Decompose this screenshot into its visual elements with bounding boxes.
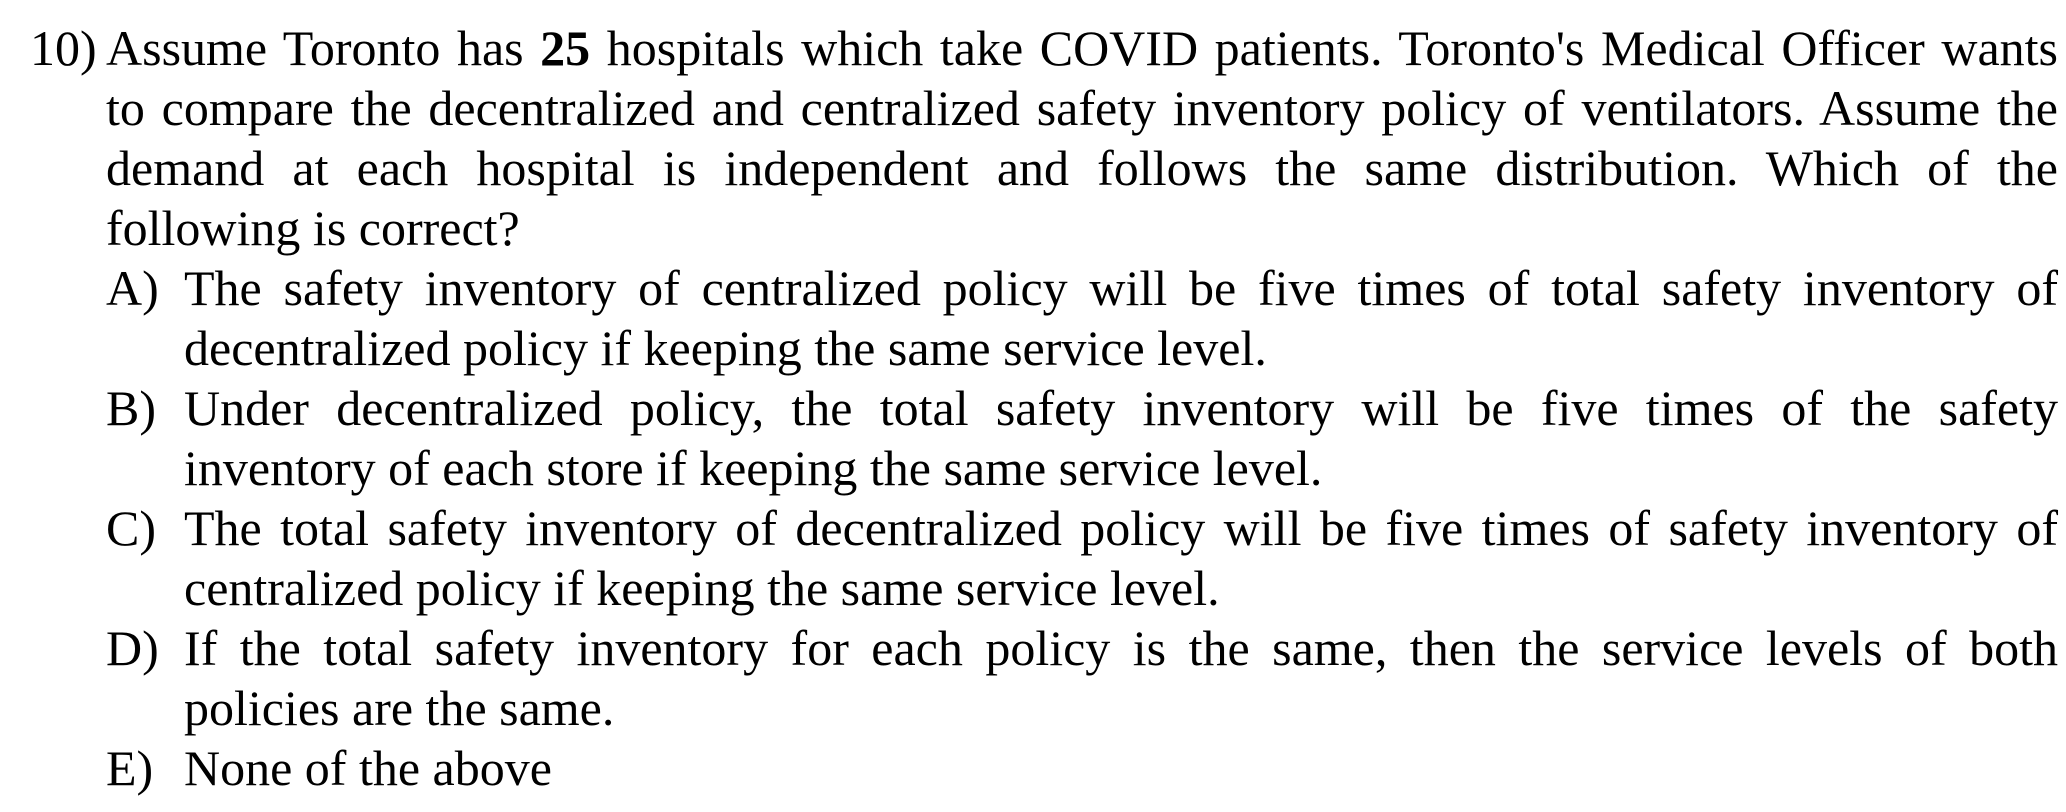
option-a-text: The safety inventory of centralized policy will be five times of total safety inventory of decentralized policy if keeping the same service level. <box>184 260 2058 376</box>
question-number: 10) <box>30 20 97 76</box>
hospital-count: 25 <box>540 20 591 76</box>
option-c-letter: C) <box>106 500 156 556</box>
question-text-part-1: Assume Toronto has <box>106 20 541 76</box>
answer-options <box>30 258 2058 798</box>
option-e-letter: E) <box>106 740 154 796</box>
option-b-letter: B) <box>106 380 156 436</box>
option-d-text: If the total safety inventory for each policy is the same, then the service levels of both policies are the same. <box>184 620 2058 736</box>
option-b-text: Under decentralized policy, the total safety inventory will be five times of the safety inventory of each store if keeping the same service level. <box>184 380 2058 496</box>
option-d-letter: D) <box>106 620 159 676</box>
option-e <box>30 738 2058 798</box>
option-b <box>30 378 2058 498</box>
question-block <box>30 18 2058 798</box>
option-a <box>30 258 2058 378</box>
option-a-letter: A) <box>106 260 159 316</box>
option-d <box>30 618 2058 738</box>
option-c-text: The total safety inventory of decentralized policy will be five times of safety inventory of centralized policy if keeping the same service level. <box>184 500 2058 616</box>
question-text-part-2: hospitals which take COVID patients. Toronto's Medical Officer wants to compare the decentralized and centralized safety inventory policy of ventilators. Assume the demand at each hospital is independent and follows the same distribution. Which of the following is correct? <box>106 20 2058 256</box>
option-c <box>30 498 2058 618</box>
option-e-text: None of the above <box>184 740 552 796</box>
question-stem <box>30 18 2058 258</box>
